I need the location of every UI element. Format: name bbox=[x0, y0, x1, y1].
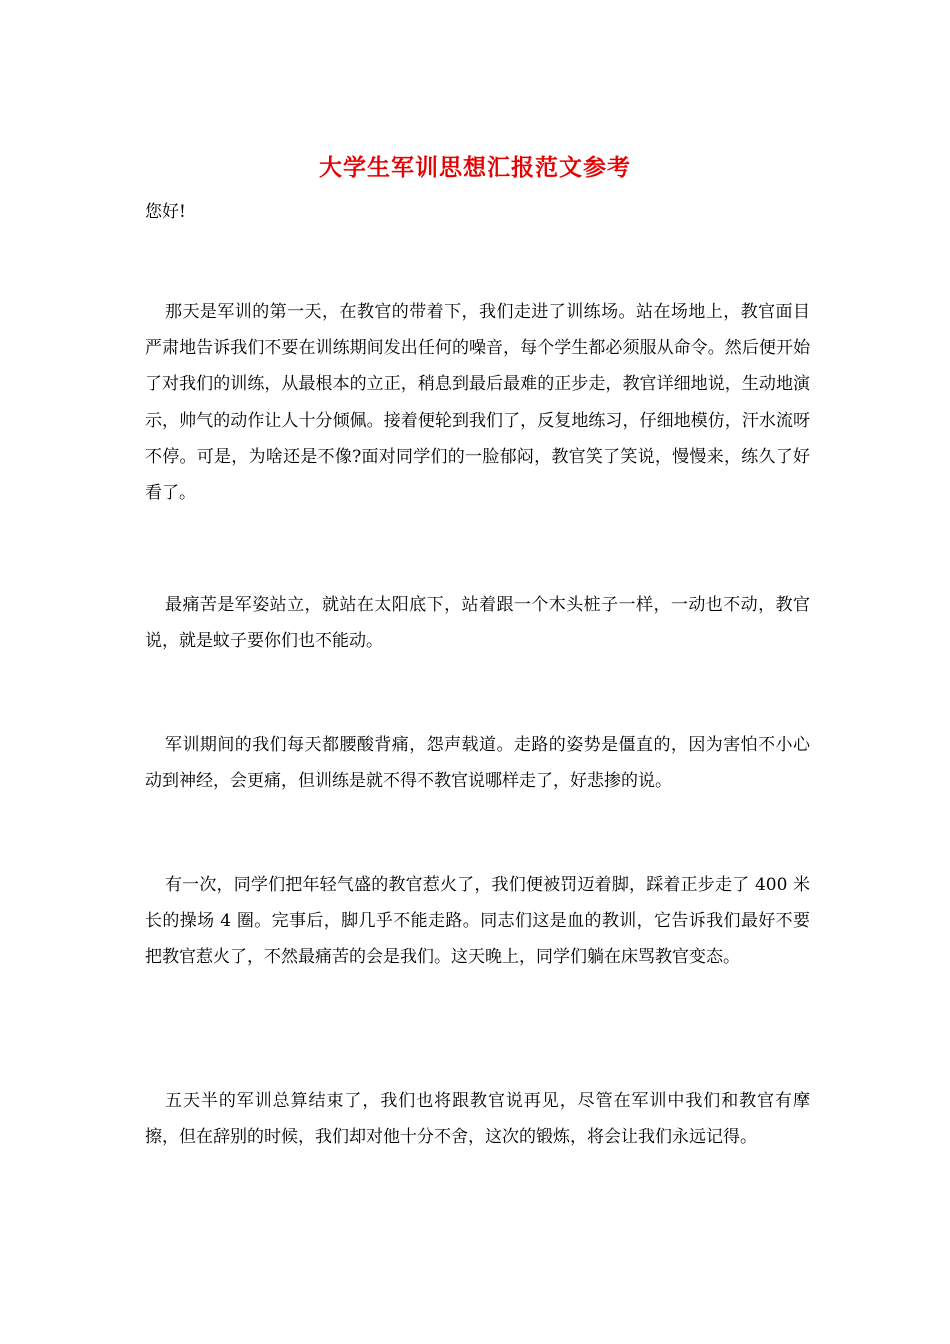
greeting-text: 您好! bbox=[145, 202, 186, 222]
paragraph-4: 有一次，同学们把年轻气盛的教官惹火了，我们便被罚迈着脚，踩着正步走了 400 米长的操场 4 圈。完事后，脚几乎不能走路。同志们这是血的教训，它告诉我们最好不要把教官惹火了，不然最痛苦的会是我们。这天晚上，同学们躺在床骂教官变态。 bbox=[145, 875, 810, 968]
paragraph-3: 军训期间的我们每天都腰酸背痛，怨声载道。走路的姿势是僵直的，因为害怕不小心动到神经，会更痛，但训练是就不得不教官说哪样走了，好悲掺的说。 bbox=[145, 735, 810, 792]
document-title: 大学生军训思想汇报范文参考 bbox=[319, 154, 631, 181]
paragraph-1: 那天是军训的第一天，在教官的带着下，我们走进了训练场。站在场地上，教官面目严肃地告诉我们不要在训练期间发出任何的噪音，每个学生都必须服从命令。然后便开始了对我们的训练，从最根本的立正，稍息到最后最难的正步走，教官详细地说，生动地演示，帅气的动作让人十分倾佩。接着便轮到我们了，反复地练习，仔细地模仿，汗水流呀不停。可是，为啥还是不像?面对同学们的一脸郁闷，教官笑了笑说，慢慢来，练久了好看了。 bbox=[145, 302, 810, 504]
paragraph-5: 五天半的军训总算结束了，我们也将跟教官说再见，尽管在军训中我们和教官有摩擦，但在辞别的时候，我们却对他十分不舍，这次的锻炼，将会让我们永远记得。 bbox=[145, 1091, 810, 1148]
paragraph-2: 最痛苦是军姿站立，就站在太阳底下，站着跟一个木头桩子一样，一动也不动，教官说，就是蚊子要你们也不能动。 bbox=[145, 595, 810, 652]
